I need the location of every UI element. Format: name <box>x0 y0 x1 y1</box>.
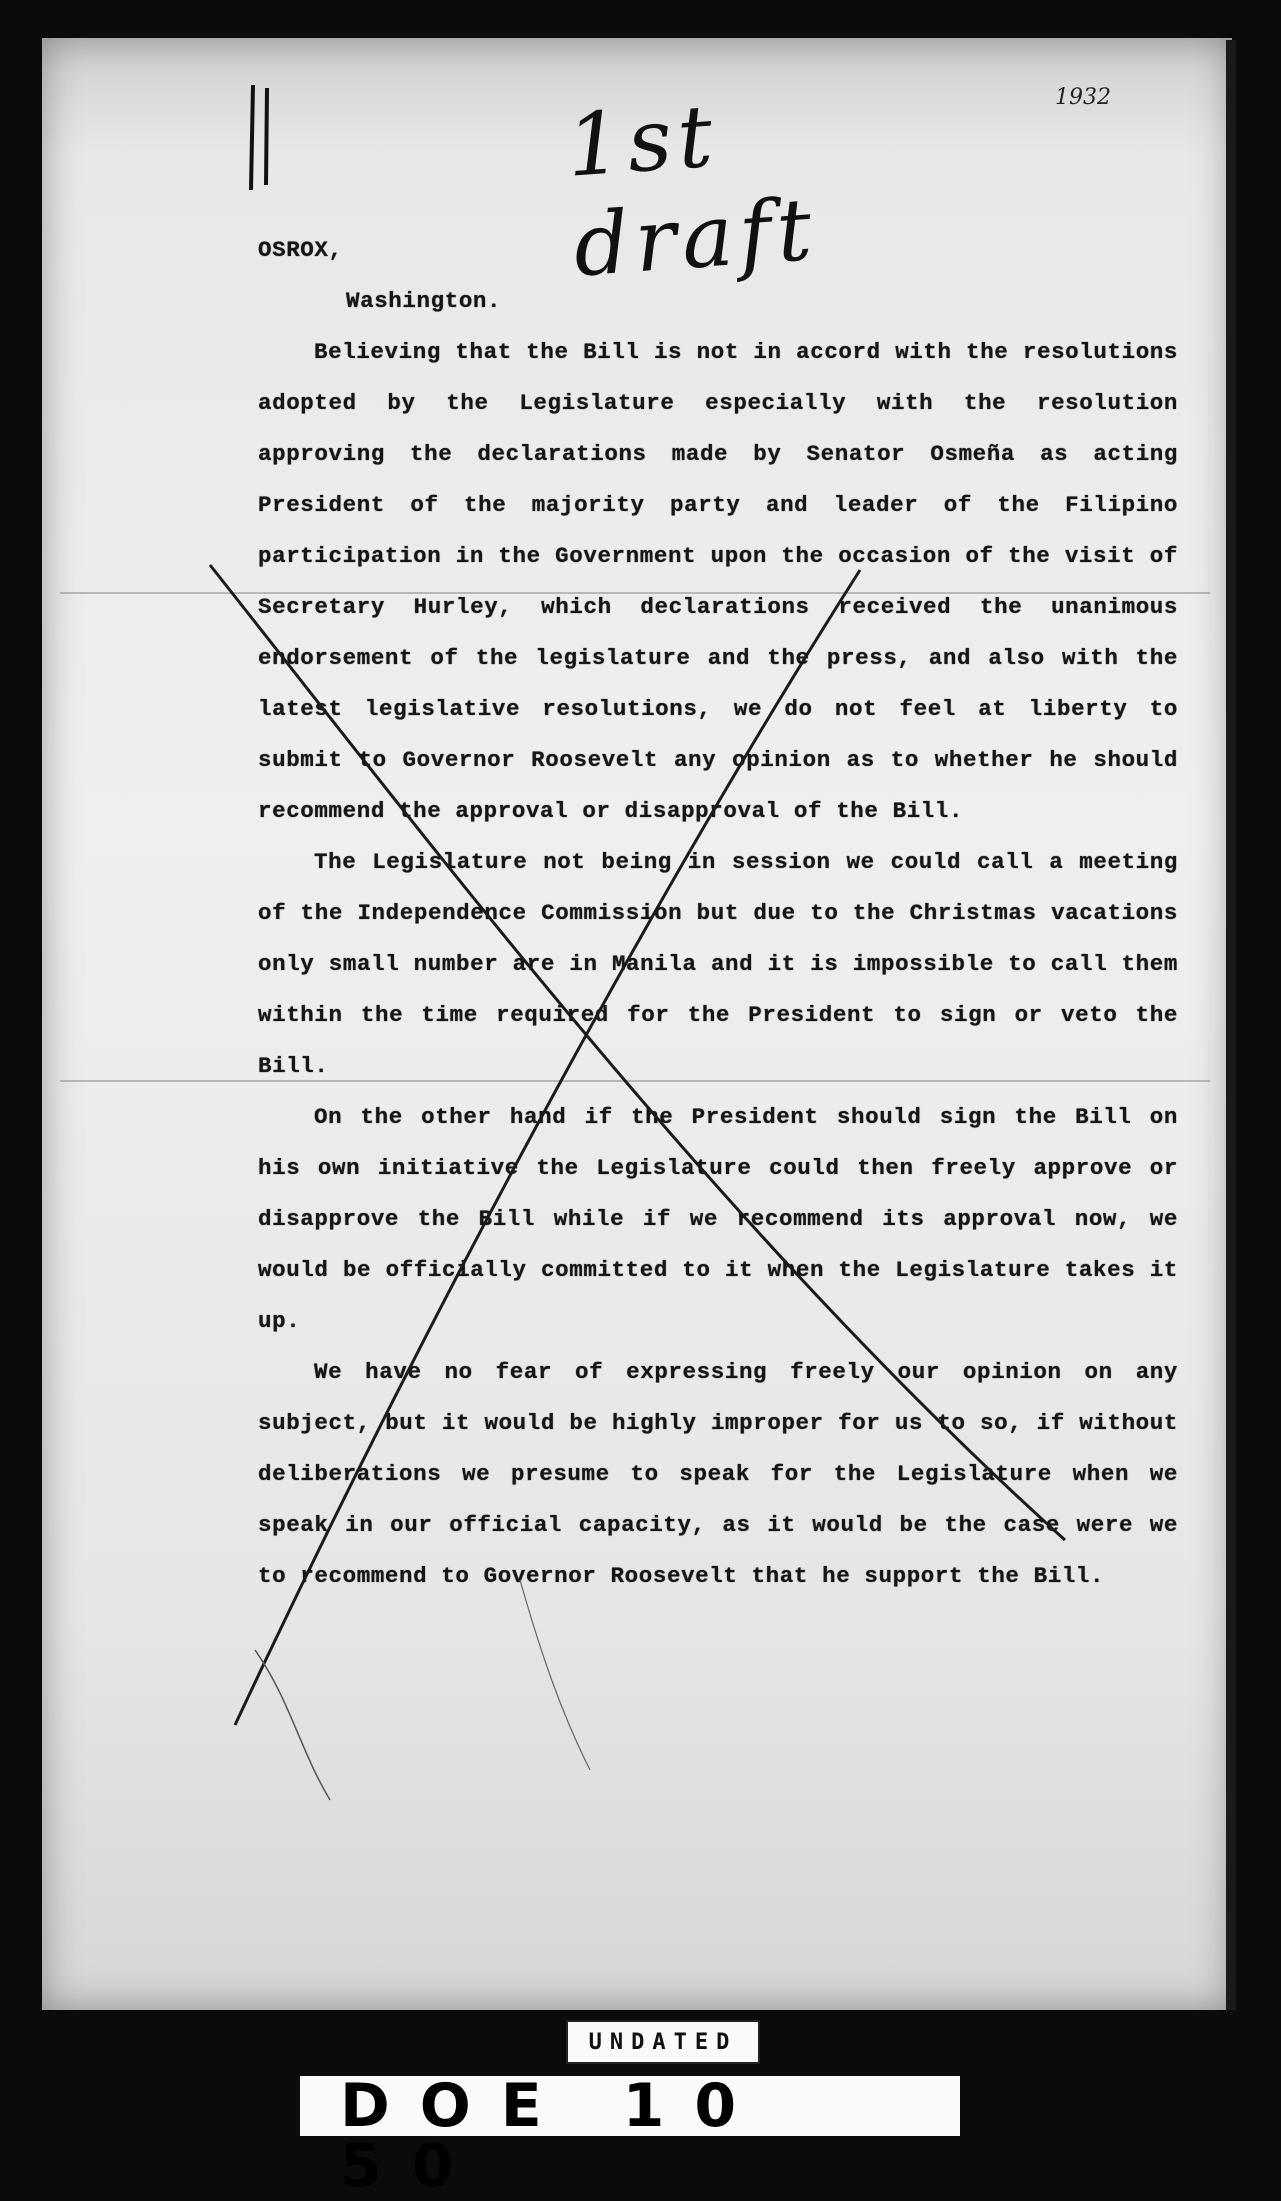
margin-pen-marks <box>245 80 285 200</box>
handwritten-year: 1932 <box>1055 85 1111 110</box>
archive-code-strip <box>300 2071 960 2201</box>
typed-body <box>258 225 1178 1602</box>
handwritten-note <box>563 82 990 297</box>
paragraph-2: The Legislature not being in session we could call a meeting of the Independence Commission but due to the Christmas vacations only small number are in Manila and it is impossible to call them within the time required for the President to sign or veto the Bill. <box>258 849 1178 1079</box>
paragraph-4: We have no fear of expressing freely our opinion on any subject, but it would be highly improper for us to so, if without deliberations we presume to speak for the Legislature when we speak in our official capacity, as it would be the case were we to recommend to Governor Roosevelt that he support the Bill. <box>258 1359 1178 1589</box>
paragraph-1: Believing that the Bill is not in accord with the resolutions adopted by the Legislature especially with the resolution approving the declarations made by Senator Osmeña as acting President of the majority party and leader of the Filipino participation in the Government upon the occasion of the visit of Secretary Hurley, which declarations received the unanimous endorsement of the legislature and the press, and also with the latest legislative resolutions, we do not feel at liberty to submit to Governor Roosevelt any opinion as to whether he should recommend the approval or disapproval of the Bill. <box>258 339 1178 824</box>
handwritten-draft-text: 1st draft <box>563 86 821 297</box>
paper-edge <box>1226 40 1236 2010</box>
addressee: OSROX, <box>258 237 343 263</box>
paragraph-3: On the other hand if the President should sign the Bill on his own initiative the Legislature could then freely approve or disapprove the Bill while if we recommend its approval now, we would be officially committed to it when the Legislature takes it up. <box>258 1104 1178 1334</box>
address-city: Washington. <box>346 288 502 314</box>
undated-label: UNDATED <box>566 2020 760 2064</box>
archive-code: DOE 10 50 <box>300 2076 960 2136</box>
